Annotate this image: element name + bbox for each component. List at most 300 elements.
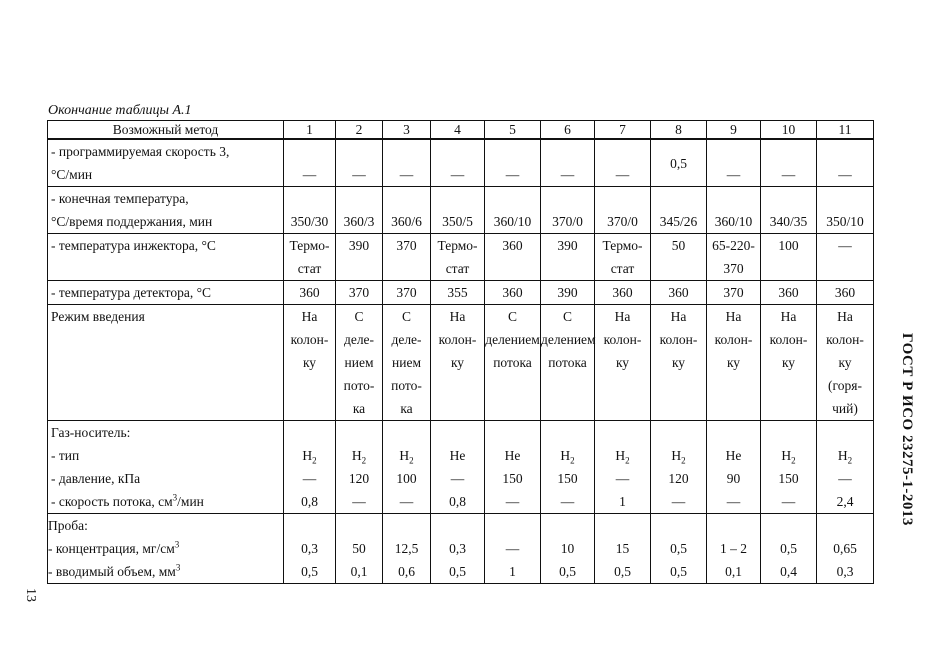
label-line — [51, 490, 283, 513]
cell-line: пото- — [343, 378, 375, 393]
gas-pressure: — — [302, 471, 317, 486]
cell-value: 360/6 — [391, 214, 422, 229]
value-cell — [485, 305, 541, 421]
cell-line — [651, 514, 706, 537]
value-cell — [485, 421, 541, 514]
cell-line: С — [507, 309, 517, 324]
page-number: 13 — [23, 588, 38, 602]
gas-flow: 0,8 — [301, 494, 318, 509]
gas-pressure: 90 — [726, 471, 741, 486]
gas-type — [817, 444, 873, 467]
value-cell — [284, 421, 336, 514]
value-cell — [651, 187, 707, 234]
cell-line — [817, 421, 873, 444]
cell-line — [383, 421, 430, 444]
subscript: 2 — [312, 455, 317, 466]
sample-conc: 0,3 — [449, 541, 466, 556]
gas-pressure: 120 — [348, 471, 370, 486]
value-cell — [817, 234, 874, 281]
cell-line: — — [838, 238, 852, 253]
value-cell — [761, 139, 817, 187]
cell-value: 370/0 — [552, 214, 583, 229]
value-cell: 360 — [595, 281, 651, 305]
value-cell: 370 — [707, 281, 761, 305]
superscript: 3 — [172, 492, 178, 503]
sample-conc: 1 – 2 — [720, 541, 747, 556]
gas-type — [761, 444, 816, 467]
value-cell — [707, 421, 761, 514]
sample-vol: 0,5 — [301, 564, 318, 579]
cell-line: 360 — [502, 238, 523, 253]
conc-label: - концентрация, мг/см — [48, 541, 175, 556]
gas-flow: — — [726, 494, 741, 509]
cell-line — [485, 514, 540, 537]
value-cell — [383, 234, 431, 281]
gas-symbol: H — [399, 448, 410, 463]
cell-value: 350/30 — [290, 214, 329, 229]
cell-line — [595, 421, 650, 444]
value-cell: 370 — [383, 281, 431, 305]
value-cell — [383, 305, 431, 421]
value-cell — [383, 421, 431, 514]
value-cell — [761, 234, 817, 281]
sample-conc: 50 — [352, 541, 366, 556]
superscript: 3 — [174, 539, 180, 550]
value-cell: 355 — [431, 281, 485, 305]
sample-vol: 0,1 — [725, 564, 742, 579]
cell-line: колон- — [659, 332, 698, 347]
cell-line: ку — [838, 355, 852, 370]
sample-conc: 0,5 — [780, 541, 797, 556]
value-cell — [817, 305, 874, 421]
cell-line: колон- — [714, 332, 753, 347]
gas-symbol: H — [781, 448, 792, 463]
subscript: 2 — [361, 455, 367, 466]
cell-line: ка — [352, 401, 366, 416]
gas-flow: 1 — [619, 494, 626, 509]
cell-line: На — [837, 309, 853, 324]
subscript: 2 — [791, 455, 796, 466]
header-col: 6 — [541, 121, 595, 140]
sample-conc: — — [505, 541, 520, 556]
value-cell: 360 — [284, 281, 336, 305]
row-rate — [48, 139, 874, 187]
cell-value: 350/5 — [442, 214, 473, 229]
value-cell — [431, 421, 485, 514]
sample-vol: 0,6 — [398, 564, 415, 579]
cell-line: С — [562, 309, 572, 324]
header-col: 7 — [595, 121, 651, 140]
cell-line: пото- — [391, 378, 422, 393]
cell-line: 65-220- — [712, 238, 755, 253]
sample-conc: 15 — [615, 541, 630, 556]
cell-line — [817, 514, 873, 537]
cell-line: стат — [297, 261, 322, 276]
sample-vol: 0,4 — [780, 564, 797, 579]
cell-line: 370 — [723, 261, 744, 276]
value-cell: 360 — [817, 281, 874, 305]
cell-line — [336, 421, 382, 444]
cell-line: Термо- — [602, 238, 643, 253]
cell-line: На — [725, 309, 742, 324]
gas-pressure: 150 — [557, 471, 578, 486]
cell-value: — — [726, 167, 741, 182]
value-cell — [431, 234, 485, 281]
label-line: Газ-носитель: — [51, 425, 131, 440]
value-cell: 370 — [336, 281, 383, 305]
value-cell — [336, 421, 383, 514]
value-cell — [541, 421, 595, 514]
value-cell — [817, 421, 874, 514]
cell-line — [284, 514, 335, 537]
value-cell — [707, 305, 761, 421]
value-cell — [651, 234, 707, 281]
value-cell — [817, 139, 874, 187]
gas-flow: — — [505, 494, 520, 509]
cell-line: ку — [615, 355, 630, 370]
cell-value: 360/3 — [343, 214, 375, 229]
cell-line: На — [780, 309, 797, 324]
sample-conc: 10 — [560, 541, 575, 556]
cell-line — [595, 514, 650, 537]
value-cell: 360 — [651, 281, 707, 305]
header-col: 1 — [284, 121, 336, 140]
value-cell — [595, 139, 651, 187]
cell-line: чий) — [832, 401, 858, 416]
header-col: 4 — [431, 121, 485, 140]
row-label — [48, 139, 284, 187]
gas-symbol: H — [671, 448, 682, 463]
gas-pressure: 150 — [502, 471, 523, 486]
gas-flow: — — [671, 494, 686, 509]
value-cell — [336, 514, 383, 584]
value-cell — [336, 139, 383, 187]
gas-type — [707, 444, 760, 467]
cell-line: ку — [726, 355, 741, 370]
cell-value: — — [505, 167, 520, 182]
header-col: 10 — [761, 121, 817, 140]
gas-type — [595, 444, 650, 467]
row-label: - температура детектора, °С — [48, 281, 284, 305]
row-label: - температура инжектора, °С — [48, 234, 284, 281]
label-line: Проба: — [48, 518, 88, 533]
cell-line: На — [449, 309, 466, 324]
cell-line: С — [354, 309, 364, 324]
cell-value: — — [615, 167, 630, 182]
row-mode — [48, 305, 874, 421]
cell-line — [761, 257, 816, 280]
cell-line: На — [614, 309, 631, 324]
cell-line: колон- — [826, 332, 864, 347]
cell-value: — — [302, 167, 317, 182]
sample-vol: 1 — [509, 564, 516, 579]
sample-conc: 12,5 — [394, 541, 419, 556]
label-line: °С/время поддержания, мин — [51, 214, 213, 229]
value-cell — [284, 139, 336, 187]
value-cell — [817, 514, 874, 584]
value-cell — [284, 234, 336, 281]
cell-line — [761, 514, 816, 537]
value-cell — [595, 514, 651, 584]
gas-symbol: H — [560, 448, 571, 463]
label-line — [48, 537, 283, 560]
superscript: 3 — [175, 562, 181, 573]
gas-type — [485, 444, 540, 467]
value-cell — [595, 305, 651, 421]
cell-value: — — [450, 167, 465, 182]
header-col: 9 — [707, 121, 761, 140]
gas-type — [651, 444, 706, 467]
cell-line: делением — [541, 332, 596, 347]
value-cell: 360 — [761, 281, 817, 305]
row-injector — [48, 234, 874, 281]
header-method: Возможный метод — [48, 121, 284, 140]
header-row — [48, 121, 874, 140]
value-cell — [707, 514, 761, 584]
value-cell — [485, 139, 541, 187]
cell-value: — — [399, 167, 414, 182]
gas-pressure: — — [450, 471, 465, 486]
cell-line: 390 — [348, 238, 370, 253]
subscript: 2 — [847, 455, 853, 466]
gas-symbol: H — [351, 448, 362, 463]
cell-line: 390 — [557, 238, 578, 253]
sample-vol: 0,5 — [670, 564, 687, 579]
cell-line: деле- — [343, 332, 375, 347]
value-cell — [284, 187, 336, 234]
cell-line: ку — [450, 355, 465, 370]
value-cell — [595, 187, 651, 234]
value-cell — [707, 234, 761, 281]
cell-value: 340/35 — [769, 214, 808, 229]
flow-tail: /мин — [177, 494, 204, 509]
label-line: - конечная температура, — [51, 191, 189, 206]
value-cell — [595, 421, 651, 514]
cell-value: — — [560, 167, 575, 182]
cell-line — [431, 421, 484, 444]
gas-flow: — — [352, 494, 366, 509]
cell-line: 50 — [671, 238, 686, 253]
cell-line: колон- — [769, 332, 808, 347]
cell-value: 345/26 — [659, 214, 698, 229]
row-label — [48, 187, 284, 234]
cell-line — [284, 421, 335, 444]
row-label: Режим введения — [48, 305, 284, 421]
sample-conc: 0,5 — [670, 541, 687, 556]
value-cell — [383, 187, 431, 234]
header-col: 11 — [817, 121, 874, 140]
header-col: 5 — [485, 121, 541, 140]
value-cell — [336, 305, 383, 421]
gas-symbol: He — [504, 448, 521, 463]
value-cell — [485, 234, 541, 281]
label-line: - давление, кПа — [51, 471, 141, 486]
subscript: 2 — [681, 455, 686, 466]
gas-symbol: H — [302, 448, 313, 463]
cell-value: 0,5 — [670, 155, 687, 171]
header-col: 3 — [383, 121, 431, 140]
gas-flow: — — [399, 494, 414, 509]
value-cell — [651, 139, 707, 187]
cell-line: стат — [610, 261, 635, 276]
cell-value: 360/10 — [493, 214, 532, 229]
value-cell — [541, 139, 595, 187]
gas-type — [541, 444, 594, 467]
value-cell: 360 — [485, 281, 541, 305]
label-line: °С/мин — [51, 167, 93, 182]
cell-line: деле- — [391, 332, 422, 347]
subscript: 2 — [409, 455, 414, 466]
label-line: - программируемая скорость 3, — [51, 144, 230, 159]
value-cell — [383, 514, 431, 584]
vol-label: - вводимый объем, мм — [48, 564, 176, 579]
cell-line: На — [670, 309, 687, 324]
cell-value: 360/10 — [714, 214, 753, 229]
cell-line — [541, 514, 594, 537]
gas-flow: — — [781, 494, 796, 509]
cell-value: — — [352, 167, 366, 182]
cell-line: Термо- — [437, 238, 478, 253]
cell-line — [485, 257, 540, 280]
sample-vol: 0,1 — [350, 564, 368, 579]
cell-line: колон- — [438, 332, 477, 347]
value-cell — [541, 305, 595, 421]
row-gas — [48, 421, 874, 514]
cell-line: делением — [485, 332, 540, 347]
value-cell — [284, 514, 336, 584]
gas-pressure: 120 — [668, 471, 689, 486]
value-cell — [485, 514, 541, 584]
cell-line — [431, 514, 484, 537]
label-line: - тип — [51, 448, 80, 463]
cell-line: нием — [344, 355, 374, 370]
cell-value: 350/10 — [826, 214, 864, 229]
cell-line: потока — [493, 355, 532, 370]
sample-vol: 0,5 — [449, 564, 466, 579]
value-cell — [651, 514, 707, 584]
sample-conc: 0,3 — [301, 541, 318, 556]
value-cell — [541, 187, 595, 234]
value-cell — [651, 305, 707, 421]
value-cell — [817, 187, 874, 234]
gas-flow: 0,8 — [449, 494, 466, 509]
gas-symbol: He — [449, 448, 466, 463]
document-title: ГОСТ Р ИСО 23275-1-2013 — [899, 333, 915, 526]
subscript: 2 — [625, 455, 630, 466]
cell-line — [383, 514, 430, 537]
value-cell — [761, 305, 817, 421]
header-col: 2 — [336, 121, 383, 140]
gas-flow: 2,4 — [836, 494, 854, 509]
value-cell — [541, 234, 595, 281]
value-cell: 390 — [541, 281, 595, 305]
cell-line — [541, 421, 594, 444]
value-cell — [431, 514, 485, 584]
value-cell — [431, 305, 485, 421]
gas-type — [336, 444, 382, 467]
cell-value: — — [781, 167, 796, 182]
cell-line: ку — [671, 355, 686, 370]
cell-line — [707, 514, 760, 537]
gas-pressure: — — [615, 471, 630, 486]
cell-line: стат — [445, 261, 470, 276]
cell-line: ку — [781, 355, 796, 370]
cell-line — [707, 421, 760, 444]
cell-line: нием — [392, 355, 421, 370]
label-line — [48, 560, 283, 583]
data-table — [47, 120, 874, 584]
row-detector — [48, 281, 874, 305]
sample-conc: 0,65 — [833, 541, 857, 556]
gas-symbol: H — [837, 448, 848, 463]
cell-line: 370 — [396, 238, 417, 253]
cell-line — [336, 257, 382, 280]
value-cell — [761, 514, 817, 584]
row-final-temp — [48, 187, 874, 234]
row-label — [48, 514, 284, 584]
cell-line: С — [401, 309, 411, 324]
cell-line: ка — [400, 401, 413, 416]
gas-pressure: 100 — [396, 471, 417, 486]
gas-pressure: 150 — [778, 471, 799, 486]
gas-type — [383, 444, 430, 467]
cell-line — [383, 257, 430, 280]
sample-vol: 0,3 — [836, 564, 854, 579]
cell-line — [761, 421, 816, 444]
value-cell — [383, 139, 431, 187]
cell-line: колон- — [603, 332, 642, 347]
sample-vol: 0,5 — [614, 564, 631, 579]
value-cell — [707, 139, 761, 187]
cell-line — [541, 257, 594, 280]
row-sample — [48, 514, 874, 584]
value-cell — [284, 305, 336, 421]
value-cell — [707, 187, 761, 234]
value-cell — [431, 139, 485, 187]
flow-label: - скорость потока, см — [51, 494, 173, 509]
cell-line — [336, 514, 382, 537]
sample-vol: 0,5 — [559, 564, 576, 579]
value-cell — [336, 187, 383, 234]
gas-type — [284, 444, 335, 467]
cell-line — [651, 421, 706, 444]
cell-line: колон- — [290, 332, 329, 347]
cell-line: 100 — [778, 238, 799, 253]
value-cell — [336, 234, 383, 281]
table-caption: Окончание таблицы А.1 — [48, 103, 192, 118]
gas-pressure: — — [838, 471, 852, 486]
cell-value: — — [838, 167, 852, 182]
gas-symbol: H — [615, 448, 626, 463]
gas-symbol: He — [725, 448, 742, 463]
cell-value: 370/0 — [607, 214, 638, 229]
cell-line — [485, 421, 540, 444]
value-cell — [595, 234, 651, 281]
cell-line: На — [301, 309, 318, 324]
value-cell — [431, 187, 485, 234]
gas-type — [431, 444, 484, 467]
header-col: 8 — [651, 121, 707, 140]
cell-line: потока — [548, 355, 587, 370]
value-cell — [761, 187, 817, 234]
subscript: 2 — [570, 455, 575, 466]
value-cell — [485, 187, 541, 234]
value-cell — [651, 421, 707, 514]
cell-line — [817, 257, 873, 280]
value-cell — [541, 514, 595, 584]
value-cell — [761, 421, 817, 514]
cell-line: ку — [302, 355, 317, 370]
